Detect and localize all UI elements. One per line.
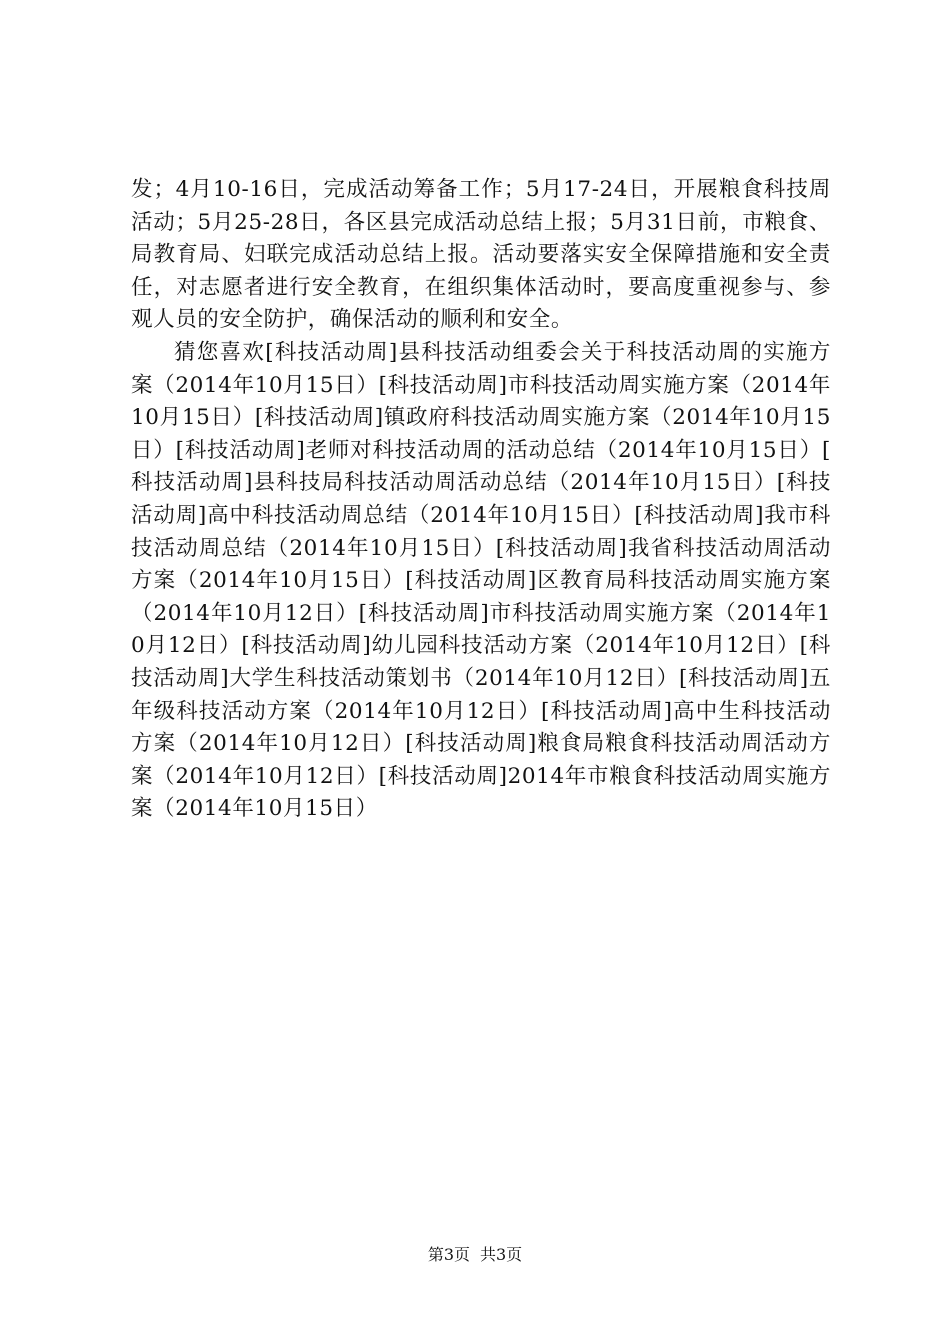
page-number-current: 第3页 [427,1245,470,1264]
page-number-total: 共3页 [480,1245,523,1264]
paragraph-schedule: 发；4月10-16日，完成活动筹备工作；5月17-24日，开展粮食科技周活动；5月25-28日，各区县完成活动总结上报；5月31日前，市粮食、局教育局、妇联完成活动总结上报。活动要落实安全保障措施和安全责任，对志愿者进行安全教育，在组织集体活动时，要高度重视参与、参观人员的安全防护，确保活动的顺利和安全。 [131,177,831,333]
page-footer [0,1244,950,1266]
document-body [131,174,831,826]
paragraph-related-articles: 猜您喜欢[科技活动周]县科技活动组委会关于科技活动周的实施方案（2014年10月15日）[科技活动周]市科技活动周实施方案（2014年10月15日）[科技活动周]镇政府科技活动周实施方案（2014年10月15日）[科技活动周]老师对科技活动周的活动总结（2014年10月15日）[科技活动周]县科技局科技活动周活动总结（2014年10月15日）[科技活动周]高中科技活动周总结（2014年10月15日）[科技活动周]我市科技活动周总结（2014年10月15日）[科技活动周]我省科技活动周活动方案（2014年10月15日）[科技活动周]区教育局科技活动周实施方案（2014年10月12日）[科技活动周]市科技活动周实施方案（2014年10月12日）[科技活动周]幼儿园科技活动方案（2014年10月12日）[科技活动周]大学生科技活动策划书（2014年10月12日）[科技活动周]五年级科技活动方案（2014年10月12日）[科技活动周]高中生科技活动方案（2014年10月12日）[科技活动周]粮食局粮食科技活动周活动方案（2014年10月12日）[科技活动周]2014年市粮食科技活动周实施方案（2014年10月15日） [131,339,831,822]
